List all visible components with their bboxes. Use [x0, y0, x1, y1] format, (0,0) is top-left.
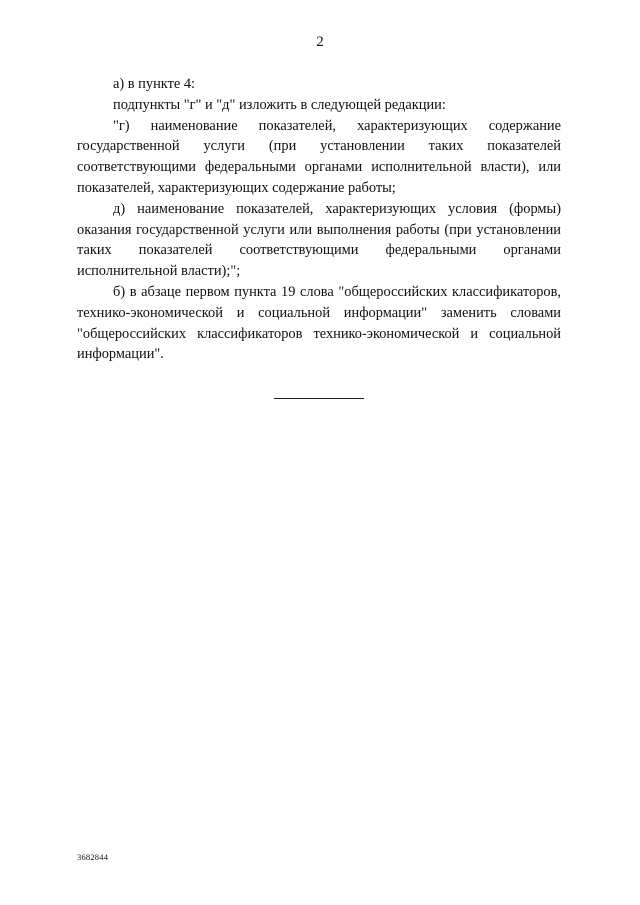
- page-number: 2: [316, 34, 324, 50]
- paragraph-subitems-intro: подпункты "г" и "д" изложить в следующей редакции:: [113, 96, 446, 113]
- paragraph-a: а) в пункте 4:: [113, 76, 196, 92]
- paragraph-subitem-g: "г) наименование показателей, характеризующих содержание государственной услуги (при установлении таких показателей соответствующими федеральными органами исполнительной власти), или показателей, характеризующих содержание работы;: [77, 117, 561, 196]
- document-body: [77, 74, 561, 365]
- paragraph-b: б) в абзаце первом пункта 19 слова "общероссийских классификаторов, технико-экономической и социальной информации" заменить словами "общероссийских классификаторов технико-экономической и социальной информации".: [77, 283, 561, 363]
- end-divider-line: [274, 398, 364, 399]
- document-code: 3682844: [77, 852, 109, 862]
- paragraph-subitem-d: д) наименование показателей, характеризующих условия (формы) оказания государственной услуги или выполнения работы (при установлении таких показателей соответствующими федеральными органами исполнительной власти);";: [77, 200, 561, 280]
